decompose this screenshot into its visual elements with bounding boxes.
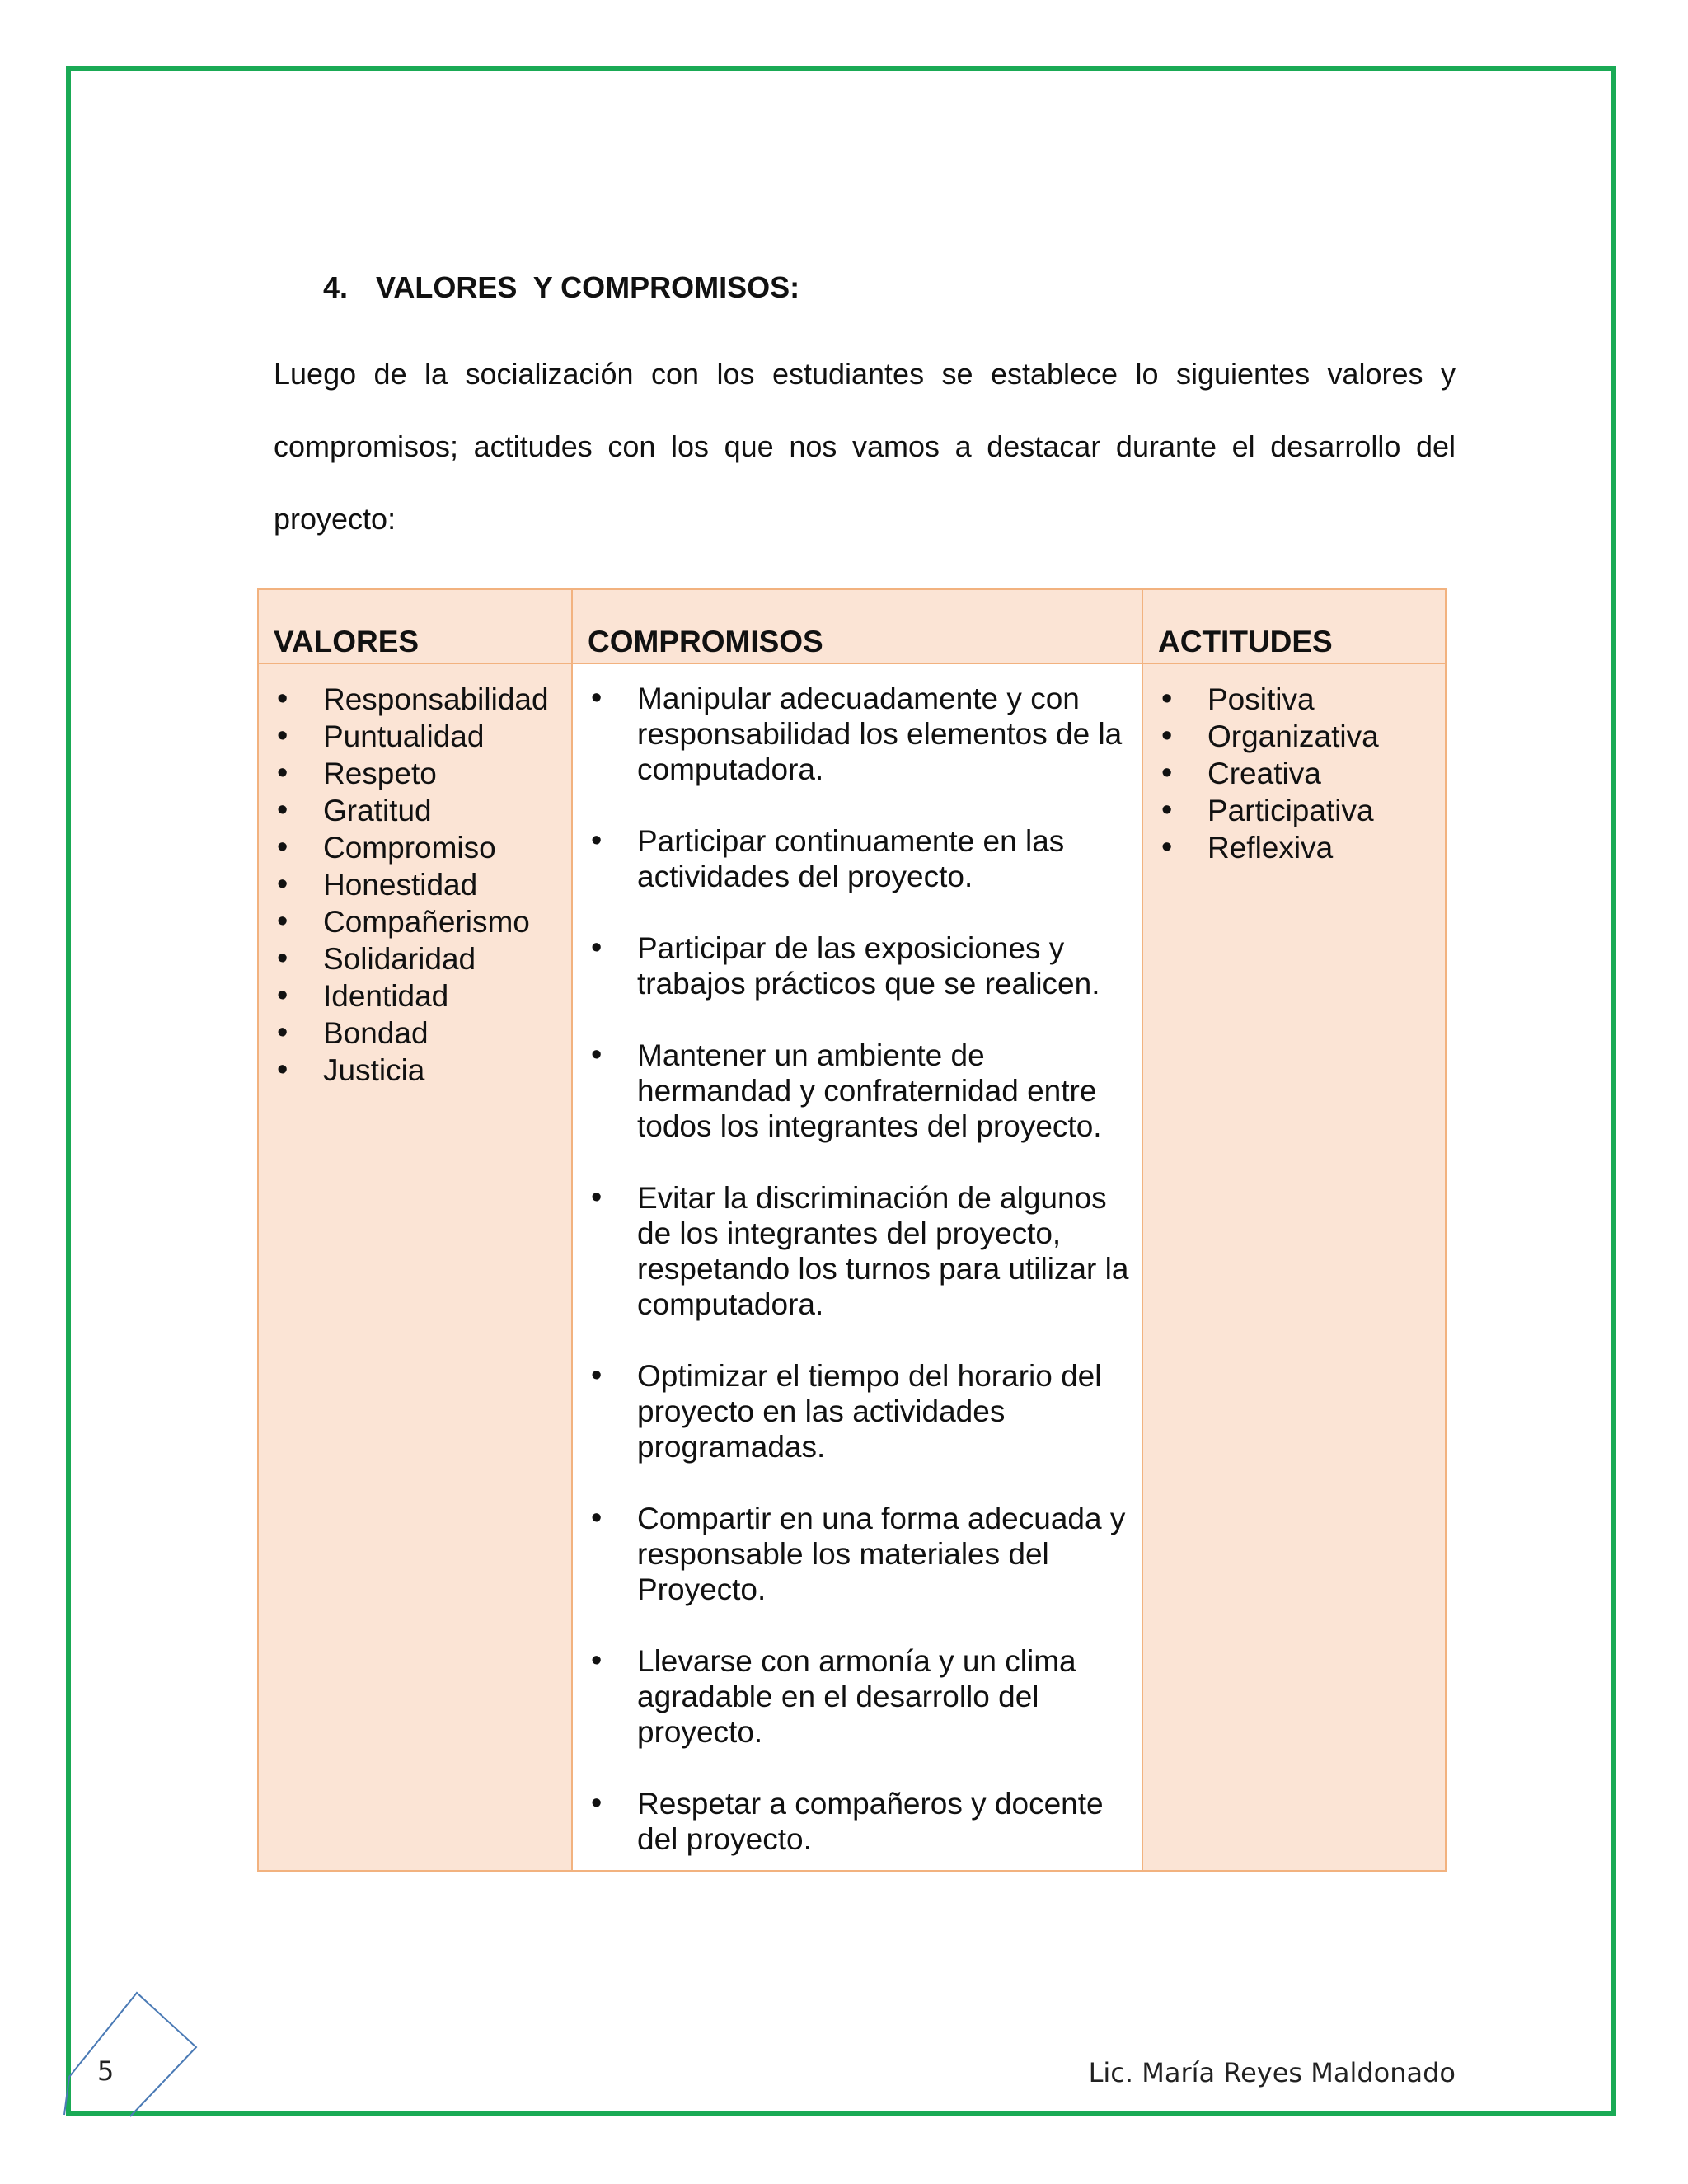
list-item: • Organizativa [1158,718,1440,755]
list-item: • Llevarse con armonía y un clima agradable en el desarrollo del proyecto. [588,1643,1137,1750]
header-compromisos: COMPROMISOS [572,589,1142,663]
header-valores: VALORES [258,589,572,663]
header-actitudes: ACTITUDES [1142,589,1446,663]
list-item: • Participativa [1158,792,1440,829]
list-item: • Compañerismo [274,903,566,940]
actitudes-cell [1142,663,1446,1871]
table-row [258,663,1446,1871]
page-number: 5 [97,2055,115,2087]
list-item: • Solidaridad [274,940,566,977]
section-number: 4. [323,270,349,304]
intro-paragraph: Luego de la socialización con los estudiantes se establece lo siguientes valores y compromisos; actitudes con los que nos vamos a destacar durante el desarrollo del proyecto: [274,357,1456,536]
section-title: VALORES Y COMPROMISOS: [376,270,800,304]
list-item: • Justicia [274,1052,566,1089]
compromisos-cell [572,663,1142,1871]
table-header-row [258,589,1446,663]
page-marker-outline [64,1993,196,2116]
list-item: • Respetar a compañeros y docente del proyecto. [588,1786,1137,1857]
footer-author: Lic. María Reyes Maldonado [1088,2057,1456,2088]
list-item: • Participar de las exposiciones y trabajos prácticos que se realicen. [588,930,1137,1001]
list-item: • Gratitud [274,792,566,829]
list-item: • Puntualidad [274,718,566,755]
list-item: • Compartir en una forma adecuada y responsable los materiales del Proyecto. [588,1501,1137,1607]
page-number-marker [61,1986,201,2120]
list-item: • Participar continuamente en las actividades del proyecto. [588,823,1137,894]
list-item: • Respeto [274,755,566,792]
list-item: • Creativa [1158,755,1440,792]
list-item: • Manipular adecuadamente y con responsabilidad los elementos de la computadora. [588,681,1137,787]
list-item: • Reflexiva [1158,829,1440,866]
compromisos-list [573,664,1142,1857]
valores-cell [258,663,572,1871]
actitudes-list [1143,664,1445,866]
list-item: • Optimizar el tiempo del horario del proyecto en las actividades programadas. [588,1358,1137,1465]
valores-list [259,664,571,1089]
list-item: • Honestidad [274,866,566,903]
list-item: • Bondad [274,1015,566,1052]
list-item: • Identidad [274,977,566,1015]
list-item: • Positiva [1158,681,1440,718]
values-table [257,588,1447,1872]
list-item: • Compromiso [274,829,566,866]
section-heading [323,270,799,305]
list-item: • Mantener un ambiente de hermandad y confraternidad entre todos los integrantes del proyecto. [588,1038,1137,1144]
list-item: • Evitar la discriminación de algunos de los integrantes del proyecto, respetando los turnos para utilizar la computadora. [588,1180,1137,1322]
list-item: • Responsabilidad [274,681,566,718]
